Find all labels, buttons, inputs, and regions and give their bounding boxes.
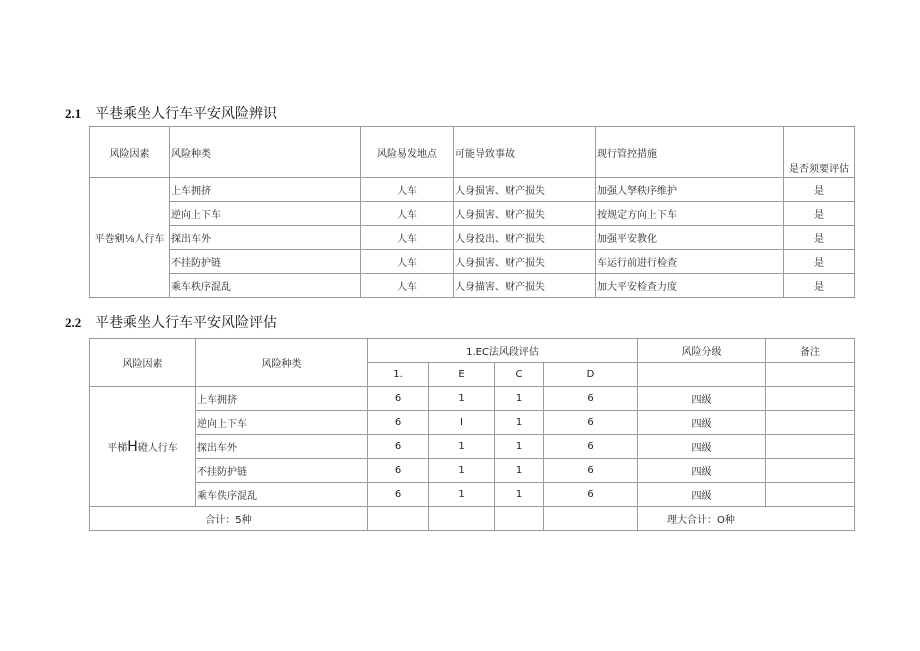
risk-location: 人车 [361, 202, 454, 226]
risk-type: 不挂防护链 [196, 459, 368, 483]
table-row [90, 435, 855, 459]
needs-evaluation: 是 [784, 202, 855, 226]
header-type: 风险种类 [170, 127, 361, 178]
value-e: I [429, 411, 495, 435]
table-row [90, 250, 855, 274]
value-l: 6 [368, 411, 429, 435]
header-note: 备注 [766, 339, 855, 363]
note-cell [766, 387, 855, 411]
risk-factor-cell: 平巻剜⅛人行车 [90, 178, 170, 298]
risk-identification-table [89, 126, 855, 298]
risk-assessment-table [89, 338, 855, 531]
total-right-text: 理大合计：O种 [667, 515, 735, 526]
header-lec-assessment: 1.EC法风段评估 [368, 339, 638, 363]
value-c: 1 [495, 483, 544, 507]
risk-location: 人车 [361, 226, 454, 250]
value-c: 1 [495, 459, 544, 483]
risk-location: 人车 [361, 250, 454, 274]
section-title: 平巷乘坐人行车平安风险辨识 [95, 106, 277, 122]
header-measures: 现行管控措施 [596, 127, 784, 178]
risk-type: 逆向上下车 [196, 411, 368, 435]
risk-grade: 四级 [638, 459, 766, 483]
empty-cell [766, 363, 855, 387]
value-c: 1 [495, 411, 544, 435]
header-l: 1. [368, 363, 429, 387]
risk-factor-cell [90, 387, 196, 507]
value-e: 1 [429, 483, 495, 507]
header-grade: 风险分级 [638, 339, 766, 363]
section-heading-2-2 [65, 312, 277, 332]
risk-factor-post: 磴人行车 [137, 442, 178, 454]
header-e: E [429, 363, 495, 387]
value-d: 6 [544, 459, 638, 483]
risk-type: 乘车佚序混乱 [196, 483, 368, 507]
header-type: 风险种类 [196, 339, 368, 387]
needs-evaluation: 是 [784, 226, 855, 250]
table-row [90, 411, 855, 435]
note-cell [766, 483, 855, 507]
risk-grade: 四级 [638, 387, 766, 411]
empty-cell [544, 507, 638, 531]
table-row [90, 274, 855, 298]
possible-accident: 人身损害、财产损失 [454, 178, 596, 202]
risk-location: 人车 [361, 274, 454, 298]
possible-accident: 人身损害、财产损失 [454, 250, 596, 274]
needs-evaluation: 是 [784, 178, 855, 202]
value-l: 6 [368, 459, 429, 483]
risk-type: 乘车秩序混乱 [170, 274, 361, 298]
header-factor: 风险因素 [90, 339, 196, 387]
control-measure: 加强人孥秩序维护 [596, 178, 784, 202]
table-row [90, 202, 855, 226]
possible-accident: 人身损害、财产损失 [454, 202, 596, 226]
control-measure: 车运行前进行检查 [596, 250, 784, 274]
table-row [90, 459, 855, 483]
value-e: 1 [429, 387, 495, 411]
control-measure: 加强平安教化 [596, 226, 784, 250]
section-heading-2-1 [65, 103, 277, 123]
header-location: 风险易发地点 [361, 127, 454, 178]
empty-cell [368, 507, 429, 531]
risk-type: 探出车外 [196, 435, 368, 459]
table-row [90, 178, 855, 202]
risk-grade: 四级 [638, 411, 766, 435]
value-e: 1 [429, 459, 495, 483]
needs-evaluation: 是 [784, 250, 855, 274]
section-number: 2.2 [65, 315, 82, 330]
empty-cell [429, 507, 495, 531]
value-d: 6 [544, 387, 638, 411]
risk-grade: 四级 [638, 435, 766, 459]
risk-type: 上车拥挤 [196, 387, 368, 411]
header-evaluate: 是否须要评估 [784, 127, 855, 178]
value-d: 6 [544, 483, 638, 507]
risk-type: 不挂防护链 [170, 250, 361, 274]
header-c: C [495, 363, 544, 387]
value-c: 1 [495, 435, 544, 459]
table-row [90, 226, 855, 250]
risk-type: 逆向上下车 [170, 202, 361, 226]
note-cell [766, 435, 855, 459]
value-l: 6 [368, 435, 429, 459]
risk-factor-big: H [127, 438, 138, 455]
needs-evaluation: 是 [784, 274, 855, 298]
header-d: D [544, 363, 638, 387]
table-header-row [90, 339, 855, 363]
risk-type: 探出车外 [170, 226, 361, 250]
value-c: 1 [495, 387, 544, 411]
table-row [90, 483, 855, 507]
total-left: 合计：5种 [90, 507, 368, 531]
empty-cell [495, 507, 544, 531]
table-row [90, 387, 855, 411]
possible-accident: 人身投出、财产损失 [454, 226, 596, 250]
header-factor: 风险因素 [90, 127, 170, 178]
value-d: 6 [544, 435, 638, 459]
risk-location: 人车 [361, 178, 454, 202]
section-number: 2.1 [65, 106, 82, 121]
risk-grade: 四级 [638, 483, 766, 507]
note-cell [766, 411, 855, 435]
empty-cell [638, 363, 766, 387]
value-l: 6 [368, 387, 429, 411]
risk-factor-pre: 平梯 [107, 442, 128, 454]
possible-accident: 人身描害、财产损失 [454, 274, 596, 298]
table-total-row [90, 507, 855, 531]
control-measure: 按规定方向上下车 [596, 202, 784, 226]
note-cell [766, 459, 855, 483]
value-l: 6 [368, 483, 429, 507]
control-measure: 加大平安检查力度 [596, 274, 784, 298]
section-title: 平巷乘坐人行车平安风险评估 [95, 315, 277, 331]
header-accident: 可能导致事故 [454, 127, 596, 178]
value-e: 1 [429, 435, 495, 459]
value-d: 6 [544, 411, 638, 435]
risk-type: 上车拥挤 [170, 178, 361, 202]
table-header-row [90, 127, 855, 178]
total-right [638, 507, 855, 531]
